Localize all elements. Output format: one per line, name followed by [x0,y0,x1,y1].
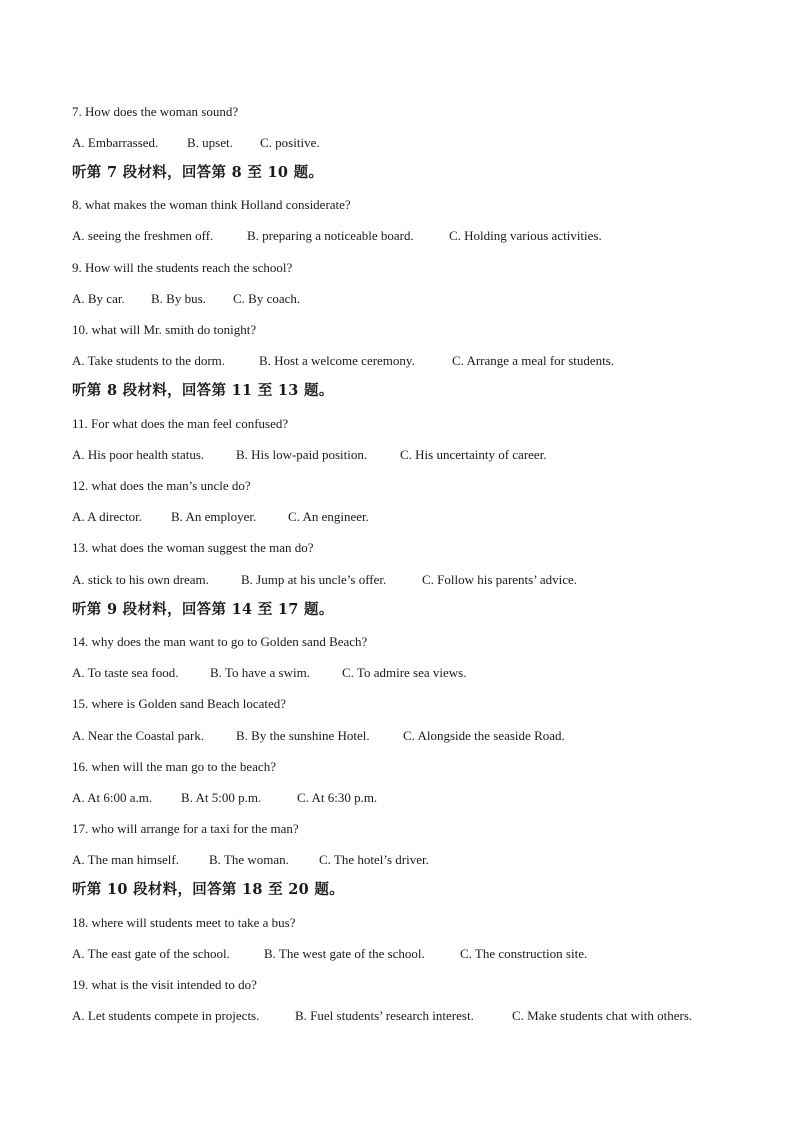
option-b: B. By the sunshine Hotel. [236,728,370,743]
options-q11 [72,447,547,463]
option-b: B. Jump at his uncle’s offer. [241,572,387,587]
option-a: A. To taste sea food. [72,665,179,680]
option-a: A. At 6:00 a.m. [72,790,153,805]
option-c: C. The hotel’s driver. [319,852,429,867]
question-14: 14. why does the man want to go to Golden sand Beach? [72,634,368,649]
options-q15 [72,728,565,744]
question-15: 15. where is Golden sand Beach located? [72,696,287,711]
option-b: B. At 5:00 p.m. [181,790,262,805]
option-b: B. upset. [187,135,233,150]
option-a: A. The east gate of the school. [72,946,230,961]
option-b: B. preparing a noticeable board. [247,228,414,243]
option-c: C. Arrange a meal for students. [452,353,615,368]
option-a: A. Embarrassed. [72,135,159,150]
options-q16 [72,790,377,806]
options-q10 [72,353,614,369]
option-c: C. Holding various activities. [449,228,602,243]
option-b: B. His low-paid position. [236,447,368,462]
options-q18 [72,946,587,962]
question-8: 8. what makes the woman think Holland considerate? [72,197,351,212]
section-heading-8: 听第 8 段材料，回答第 11 至 13 题。 [72,382,334,399]
options-q9 [72,291,300,307]
option-a: A. A director. [72,509,143,524]
section-heading-10: 听第 10 段材料，回答第 18 至 20 题。 [72,881,345,898]
option-c: C. Alongside the seaside Road. [403,728,565,743]
options-q8 [72,228,602,244]
option-c: C. To admire sea views. [342,665,467,680]
options-q19 [72,1008,692,1024]
option-c: C. Follow his parents’ advice. [422,572,578,587]
option-a: A. Let students compete in projects. [72,1008,260,1023]
options-q13 [72,572,577,588]
option-b: B. The west gate of the school. [264,946,425,961]
option-a: A. His poor health status. [72,447,205,462]
option-c: C. At 6:30 p.m. [297,790,378,805]
option-a: A. By car. [72,291,125,306]
option-a: A. Take students to the dorm. [72,353,226,368]
options-q12 [72,509,369,525]
option-a: A. seeing the freshmen off. [72,228,214,243]
option-b: B. Host a welcome ceremony. [259,353,415,368]
question-12: 12. what does the man’s uncle do? [72,478,251,493]
option-b: B. An employer. [171,509,257,524]
option-b: B. Fuel students’ research interest. [295,1008,474,1023]
section-heading-9: 听第 9 段材料，回答第 14 至 17 题。 [72,601,334,618]
question-11: 11. For what does the man feel confused? [72,416,289,431]
section-heading-7: 听第 7 段材料，回答第 8 至 10 题。 [72,164,324,181]
question-10: 10. what will Mr. smith do tonight? [72,322,257,337]
options-q7 [72,135,320,151]
option-c: C. positive. [260,135,320,150]
question-17: 17. who will arrange for a taxi for the man? [72,821,299,836]
option-a: A. Near the Coastal park. [72,728,205,743]
question-9: 9. How will the students reach the school? [72,260,293,275]
question-13: 13. what does the woman suggest the man do? [72,540,314,555]
option-a: A. The man himself. [72,852,179,867]
question-19: 19. what is the visit intended to do? [72,977,257,992]
options-q17 [72,852,429,868]
option-a: A. stick to his own dream. [72,572,209,587]
question-16: 16. when will the man go to the beach? [72,759,276,774]
question-7: 7. How does the woman sound? [72,104,239,119]
option-b: B. To have a swim. [210,665,310,680]
option-c: C. By coach. [233,291,301,306]
option-c: C. His uncertainty of career. [400,447,547,462]
option-c: C. Make students chat with others. [512,1008,693,1023]
option-b: B. By bus. [151,291,206,306]
option-c: C. The construction site. [460,946,588,961]
option-b: B. The woman. [209,852,289,867]
option-c: C. An engineer. [288,509,369,524]
options-q14 [72,665,467,681]
question-18: 18. where will students meet to take a bus? [72,915,296,930]
